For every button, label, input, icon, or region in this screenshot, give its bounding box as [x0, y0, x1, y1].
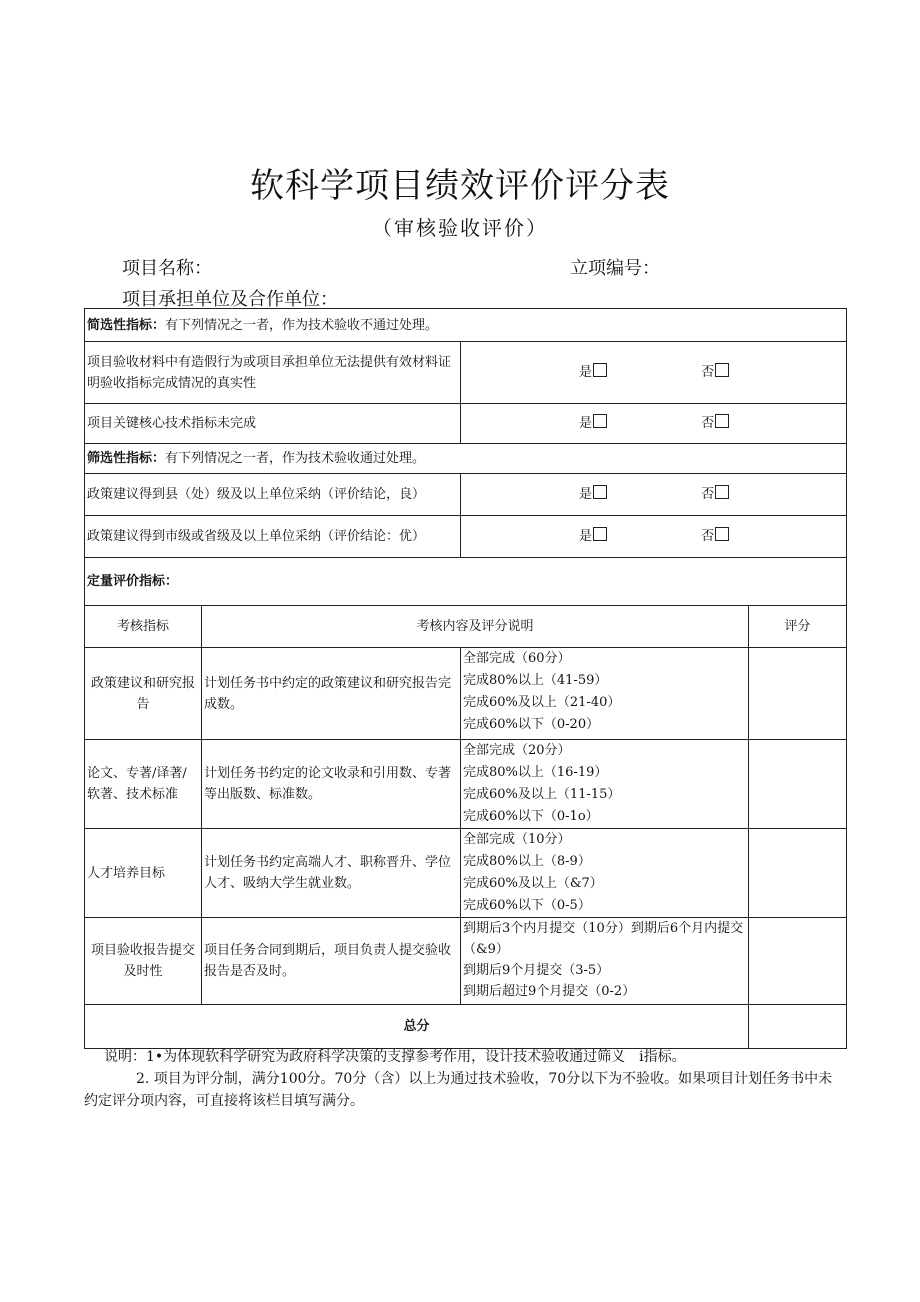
- no-checkbox[interactable]: [715, 527, 729, 541]
- veto-row-choice: [461, 342, 847, 404]
- criterion: 到期后3个内月提交（10分）到期后6个月内提交（&9）: [463, 921, 744, 957]
- page-subtitle: （审核验收评价）: [372, 216, 548, 240]
- quant-row: [85, 648, 847, 740]
- no-label: 否: [701, 416, 715, 431]
- pass-row-choice: [461, 516, 847, 558]
- pass-row-text: 政策建议得到县（处）级及以上单位采纳（评价结论，良）: [85, 474, 461, 516]
- header-content: 考核内容及评分说明: [202, 606, 749, 648]
- pass-row: [85, 516, 847, 558]
- quant-heading-row: [85, 558, 847, 606]
- veto-heading-text: 有下列情况之一者，作为技术验收不通过处理。: [165, 317, 439, 333]
- score-cell[interactable]: [749, 918, 847, 1005]
- score-cell[interactable]: [749, 740, 847, 829]
- quant-row: [85, 740, 847, 829]
- veto-row-text: 项目验收材料中有造假行为或项目承担单位无法提供有效材料证明验收指标完成情况的真实性: [85, 342, 461, 404]
- pass-heading-text: 有下列情况之一者，作为技术验收通过处理。: [165, 451, 426, 466]
- criterion: 到期后超过9个月提交（0-2）: [463, 984, 636, 999]
- quant-row: [85, 918, 847, 1005]
- quant-row: [85, 829, 847, 918]
- veto-heading-label: 简选性指标：: [87, 317, 166, 333]
- veto-row: [85, 342, 847, 404]
- criterion: 全部完成（10分）: [463, 832, 571, 847]
- criterion: 完成80%以上（16-19）: [463, 765, 608, 780]
- criterion: 完成60%及以上（11-15）: [463, 787, 621, 802]
- note-line-1: 说明：1•为体现软科学研究为政府科学决策的支撑参考作用，设计技术验收通过筛义 i指标。: [104, 1049, 686, 1065]
- indicator-cell: 项目验收报告提交及时性: [85, 918, 202, 1005]
- criterion: 完成60%以下（0-1o）: [463, 809, 599, 824]
- project-name-label: 项目名称：: [122, 258, 212, 279]
- yes-label: 是: [579, 529, 593, 544]
- indicator-cell: 人才培养目标: [85, 829, 202, 918]
- no-checkbox[interactable]: [715, 363, 729, 377]
- criterion: 完成60%及以上（&7）: [463, 876, 603, 891]
- yes-checkbox[interactable]: [593, 527, 607, 541]
- yes-label: 是: [579, 487, 593, 502]
- header-indicator: 考核指标: [85, 606, 202, 648]
- score-cell[interactable]: [749, 829, 847, 918]
- note-line-2: 2. 项目为评分制，满分100分。70分（含）以上为通过技术验收，70分以下为不验收。如果项目计划任务书中未约定评分项内容，可直接将该栏目填写满分。: [84, 1071, 833, 1109]
- criterion: 完成60%以下（0-20）: [463, 717, 600, 732]
- yes-checkbox[interactable]: [593, 485, 607, 499]
- pass-row-choice: [461, 474, 847, 516]
- quant-header-row: [85, 606, 847, 648]
- desc-cell: 项目任务合同到期后，项目负责人提交验收报告是否及时。: [202, 918, 461, 1005]
- no-label: 否: [701, 529, 715, 544]
- score-cell[interactable]: [749, 648, 847, 740]
- criteria-cell: [461, 648, 749, 740]
- yes-label: 是: [579, 365, 593, 380]
- evaluation-table: [84, 308, 847, 1049]
- criteria-cell: [461, 829, 749, 918]
- no-checkbox[interactable]: [715, 485, 729, 499]
- criteria-cell: [461, 740, 749, 829]
- criterion: 完成60%以下（0-5）: [463, 898, 591, 913]
- header-score: 评分: [749, 606, 847, 648]
- total-score-cell[interactable]: [749, 1005, 847, 1049]
- pass-row-text: 政策建议得到市级或省级及以上单位采纳（评价结论：优）: [85, 516, 461, 558]
- yes-label: 是: [579, 416, 593, 431]
- veto-heading-row: [85, 309, 847, 342]
- veto-row: [85, 404, 847, 444]
- pass-heading-label: 筛选性指标：: [87, 451, 166, 466]
- no-checkbox[interactable]: [715, 414, 729, 428]
- pass-heading-row: [85, 444, 847, 474]
- desc-cell: 计划任务书约定的论文收录和引用数、专著等出版数、标准数。: [202, 740, 461, 829]
- pass-row: [85, 474, 847, 516]
- criterion: 完成80%以上（41-59）: [463, 673, 608, 688]
- no-label: 否: [701, 487, 715, 502]
- criterion: 完成80%以上（8-9）: [463, 854, 591, 869]
- indicator-cell: 政策建议和研究报告: [85, 648, 202, 740]
- criterion: 到期后9个月提交（3-5）: [463, 963, 610, 978]
- total-label: 总分: [85, 1005, 749, 1049]
- criteria-cell: [461, 918, 749, 1005]
- desc-cell: 计划任务书约定高端人才、职称晋升、学位人才、吸纳大学生就业数。: [202, 829, 461, 918]
- units-label: 项目承担单位及合作单位：: [122, 289, 338, 310]
- indicator-cell: 论文、专著/译著/软著、技术标准: [85, 740, 202, 829]
- page-title: 软科学项目绩效评价评分表: [250, 166, 670, 206]
- criterion: 全部完成（20分）: [463, 743, 571, 758]
- no-label: 否: [701, 365, 715, 380]
- veto-row-text: 项目关键核心技术指标未完成: [85, 404, 461, 444]
- total-row: [85, 1005, 847, 1049]
- notes: [84, 1046, 844, 1112]
- yes-checkbox[interactable]: [593, 414, 607, 428]
- project-no-label: 立项编号：: [570, 258, 660, 279]
- veto-row-choice: [461, 404, 847, 444]
- criterion: 完成60%及以上（21-40）: [463, 695, 621, 710]
- quant-heading: 定量评价指标：: [85, 558, 847, 606]
- criterion: 全部完成（60分）: [463, 651, 571, 666]
- yes-checkbox[interactable]: [593, 363, 607, 377]
- desc-cell: 计划任务书中约定的政策建议和研究报告完成数。: [202, 648, 461, 740]
